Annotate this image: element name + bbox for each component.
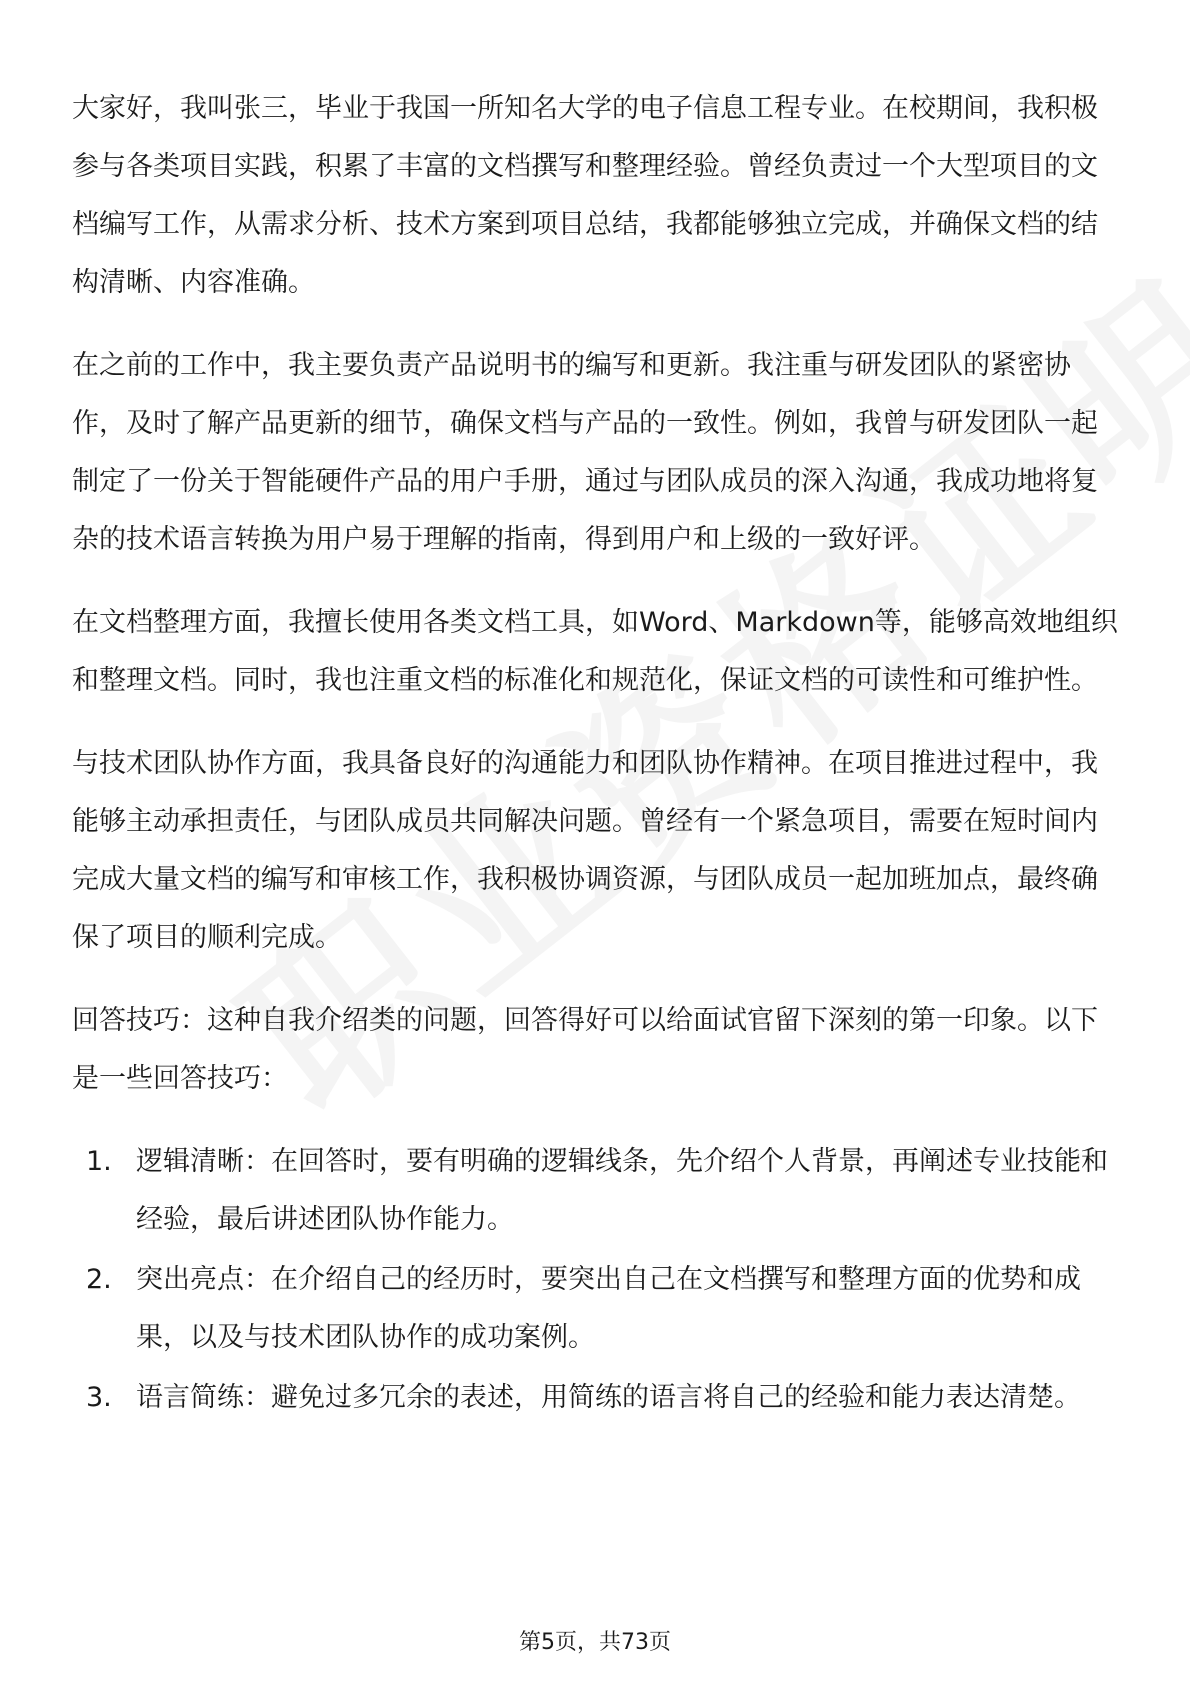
list-item-number: 3.	[86, 1382, 112, 1413]
paragraph-answer-tips-intro: 回答技巧：这种自我介绍类的问题，回答得好可以给面试官留下深刻的第一印象。以下是一些回答技巧：	[72, 1005, 1098, 1094]
list-item	[72, 1251, 1118, 1367]
list-item-text: 语言简练：避免过多冗余的表述，用简练的语言将自己的经验和能力表达清楚。	[136, 1382, 1081, 1413]
list-item-text: 逻辑清晰：在回答时，要有明确的逻辑线条，先介绍个人背景，再阐述专业技能和经验，最后讲述团队协作能力。	[136, 1146, 1108, 1235]
paragraph-intro: 大家好，我叫张三，毕业于我国一所知名大学的电子信息工程专业。在校期间，我积极参与各类项目实践，积累了丰富的文档撰写和整理经验。曾经负责过一个大型项目的文档编写工作，从需求分析、技术方案到项目总结，我都能够独立完成，并确保文档的结构清晰、内容准确。	[72, 93, 1098, 298]
paragraph-doc-organization: 在文档整理方面，我擅长使用各类文档工具，如Word、Markdown等，能够高效地组织和整理文档。同时，我也注重文档的标准化和规范化，保证文档的可读性和可维护性。	[72, 607, 1118, 696]
list-item-number: 1.	[86, 1146, 112, 1177]
paragraph-team-collaboration: 与技术团队协作方面，我具备良好的沟通能力和团队协作精神。在项目推进过程中，我能够主动承担责任，与团队成员共同解决问题。曾经有一个紧急项目，需要在短时间内完成大量文档的编写和审核工作，我积极协调资源，与团队成员一起加班加点，最终确保了项目的顺利完成。	[72, 748, 1098, 953]
list-item-number: 2.	[86, 1264, 112, 1295]
tips-list	[72, 1133, 1118, 1427]
list-item	[72, 1133, 1118, 1249]
list-item-text: 突出亮点：在介绍自己的经历时，要突出自己在文档撰写和整理方面的优势和成果，以及与技术团队协作的成功案例。	[136, 1264, 1081, 1353]
paragraph-previous-work: 在之前的工作中，我主要负责产品说明书的编写和更新。我注重与研发团队的紧密协作，及时了解产品更新的细节，确保文档与产品的一致性。例如，我曾与研发团队一起制定了一份关于智能硬件产品的用户手册，通过与团队成员的深入沟通，我成功地将复杂的技术语言转换为用户易于理解的指南，得到用户和上级的一致好评。	[72, 350, 1098, 555]
document-body	[72, 80, 1118, 1429]
page-footer: 第5页，共73页	[519, 1630, 671, 1655]
list-item	[72, 1369, 1118, 1427]
